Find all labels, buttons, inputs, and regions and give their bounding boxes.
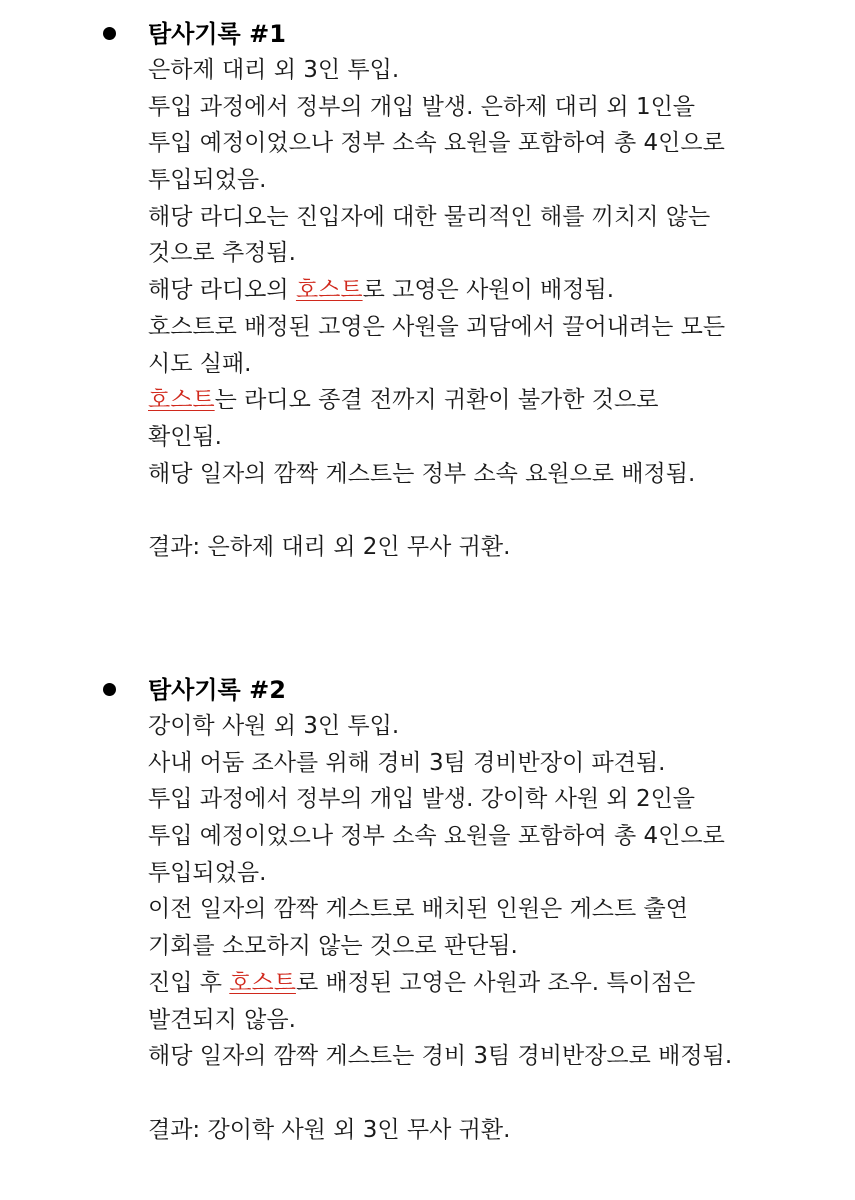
record-line: 해당 일자의 깜짝 게스트는 경비 3팀 경비반장으로 배정됨. — [148, 1043, 733, 1070]
spacer — [148, 1075, 848, 1112]
line-text: 로 고영은 사원이 배정됨. — [362, 277, 615, 304]
record-line: 발견되지 않음. — [148, 1006, 296, 1033]
record-line: 은하제 대리 외 3인 투입. — [148, 57, 400, 83]
spacer — [148, 492, 848, 529]
host-highlight: 호스트 — [229, 969, 296, 996]
record-line: 투입 과정에서 정부의 개입 발생. 강이학 사원 외 2인을 — [148, 786, 696, 813]
line-text: 로 배정된 고영은 사원과 조우. 특이점은 — [295, 969, 696, 996]
record-line: 해당 라디오는 진입자에 대한 물리적인 해를 끼치지 않는 — [148, 203, 711, 230]
record-line: 투입되었음. — [148, 859, 267, 886]
record-line — [148, 382, 848, 419]
record-line: 투입 예정이었으나 정부 소속 요원을 포함하여 총 4인으로 — [148, 130, 725, 157]
host-highlight: 호스트 — [148, 387, 215, 414]
record-result: 결과: 강이학 사원 외 3인 무사 귀환. — [148, 1116, 511, 1143]
record-line: 호스트로 배정된 고영은 사원을 괴담에서 끌어내려는 모든 — [148, 313, 726, 340]
line-text: 는 라디오 종결 전까지 귀환이 불가한 것으로 — [214, 387, 659, 414]
record-title: 탐사기록 #2 — [148, 676, 286, 704]
record-line: 것으로 추정됨. — [148, 240, 296, 267]
record-line: 투입되었음. — [148, 167, 267, 194]
record-line: 확인됨. — [148, 423, 222, 450]
record-line: 이전 일자의 깜짝 게스트로 배치된 인원은 게스트 출연 — [148, 896, 688, 923]
record-body — [148, 52, 848, 566]
host-highlight: 호스트 — [295, 277, 363, 304]
record-title: 탐사기록 #1 — [148, 20, 286, 48]
line-text: 해당 라디오의 — [148, 277, 296, 304]
record-line: 해당 일자의 깜짝 게스트는 정부 소속 요원으로 배정됨. — [148, 460, 696, 487]
record-line: 강이학 사원 외 3인 투입. — [148, 713, 400, 739]
line-text: 진입 후 — [148, 969, 230, 996]
record-line: 투입 과정에서 정부의 개입 발생. 은하제 대리 외 1인을 — [148, 93, 696, 120]
record-line — [148, 965, 848, 1002]
record-line: 사내 어둠 조사를 위해 경비 3팀 경비반장이 파견됨. — [148, 749, 666, 776]
bullet-icon — [103, 27, 116, 40]
record-line: 기회를 소모하지 않는 것으로 판단됨. — [148, 933, 518, 960]
record-body — [148, 708, 848, 1148]
bullet-icon — [103, 683, 116, 696]
record-line — [148, 272, 848, 309]
record-result: 결과: 은하제 대리 외 2인 무사 귀환. — [148, 533, 511, 560]
record-line: 투입 예정이었으나 정부 소속 요원을 포함하여 총 4인으로 — [148, 823, 725, 850]
record-line: 시도 실패. — [148, 350, 252, 377]
